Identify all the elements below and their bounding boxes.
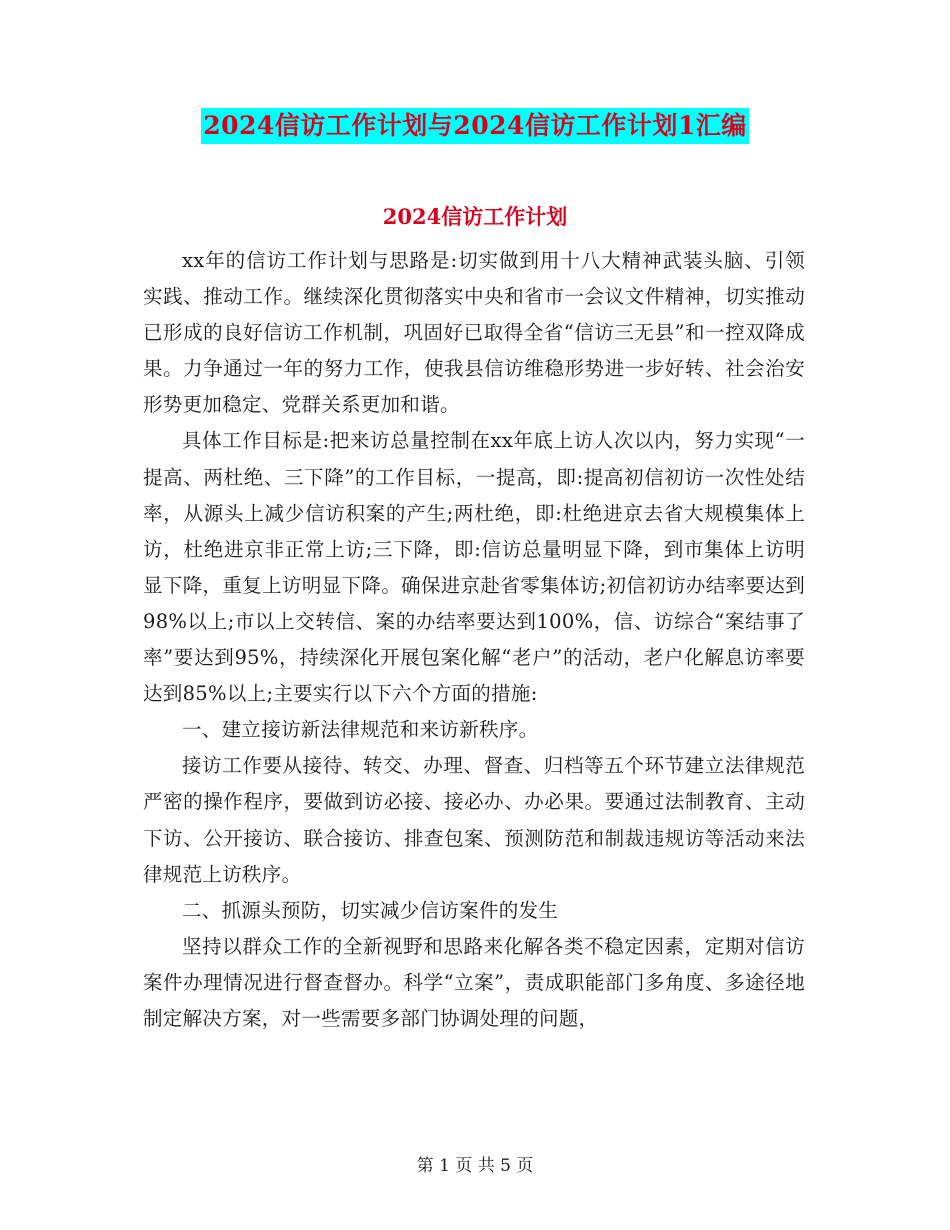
paragraph-goals: 具体工作目标是:把来访总量控制在xx年底上访人次以内，努力实现“一提高、两杜绝、三下降”的工作目标，一提高，即:提高初信初访一次性处结率，从源头上减少信访积案的产生;两杜绝，即:杜绝进京去省大规模集体上访，杜绝进京非正常上访;三下降，即:信访总量明显下降，到市集体上访明显下降，重复上访明显下降。确保进京赴省零集体访;初信初访办结率要达到98%以上;市以上交转信、案的办结率要达到100%，信、访综合“案结事了率”要达到95%，持续深化开展包案化解“老户”的活动，老户化解息访率要达到85%以上;主要实行以下六个方面的措施: — [143, 429, 805, 706]
paragraph-measure-2: 坚持以群众工作的全新视野和思路来化解各类不稳定因素，定期对信访案件办理情况进行督查督办。科学“立案”，责成职能部门多角度、多途径地制定解决方案，对一些需要多部门协调处理的问题， — [143, 934, 805, 1030]
document-title-container — [0, 108, 950, 144]
page-footer: 第 1 页 共 5 页 — [416, 1156, 534, 1176]
document-body — [143, 243, 805, 1037]
paragraph-intro: xx年的信访工作计划与思路是:切实做到用十八大精神武装头脑、引领实践、推动工作。继续深化贯彻落实中央和省市一会议文件精神，切实推动已形成的良好信访工作机制，巩固好已取得全省“信访三无县”和一控双降成果。力争通过一年的努力工作，使我县信访维稳形势进一步好转、社会治安形势更加稳定、党群关系更加和谐。 — [143, 249, 805, 417]
heading-measure-2: 二、抓源头预防，切实减少信访案件的发生 — [182, 898, 559, 922]
document-title: 2024信访工作计划与2024信访工作计划1汇编 — [201, 108, 749, 144]
section-title: 2024信访工作计划 — [382, 204, 568, 229]
heading-measure-1: 一、建立接访新法律规范和来访新秩序。 — [182, 718, 539, 742]
paragraph-measure-1: 接访工作要从接待、转交、办理、督查、归档等五个环节建立法律规范严密的操作程序，要做到访必接、接必办、办必果。要通过法制教育、主动下访、公开接访、联合接访、排查包案、预测防范和制裁违规访等活动来法律规范上访秩序。 — [143, 754, 805, 886]
